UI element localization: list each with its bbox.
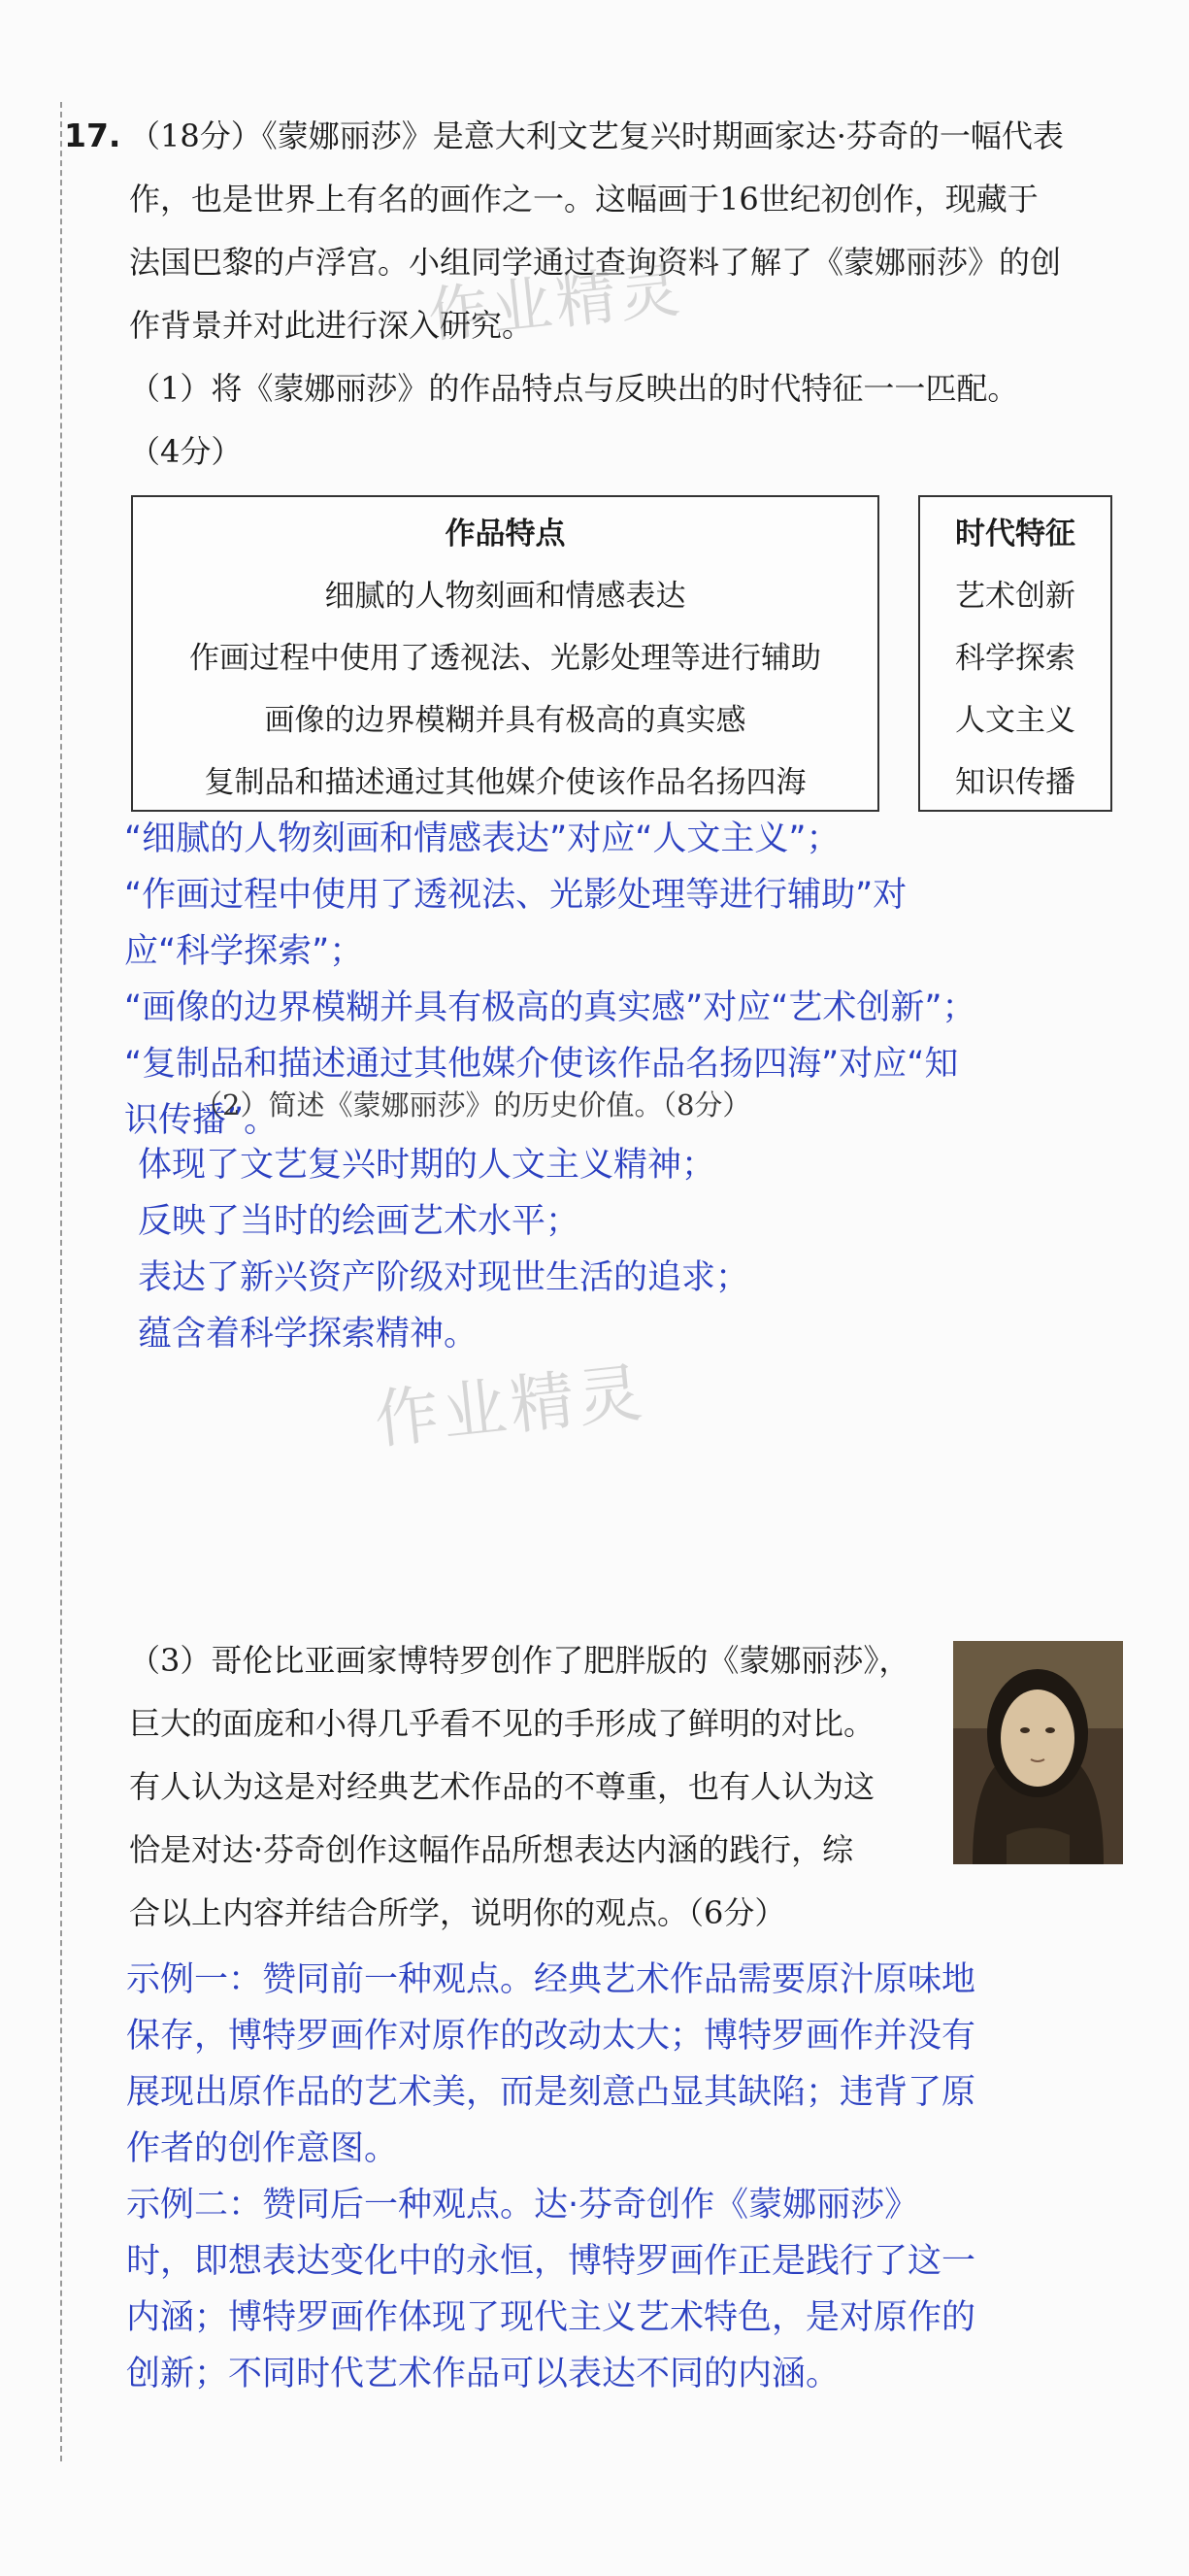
question-number: 17. <box>64 117 121 154</box>
answer-line: 时，即想表达变化中的永恒，博特罗画作正是践行了这一 <box>126 2242 976 2281</box>
answer-line: 保存，博特罗画作对原作的改动太大；博特罗画作并没有 <box>126 2017 976 2056</box>
era-item: 人文主义 <box>955 703 1075 738</box>
answer-line: 应“科学探索”； <box>124 932 364 971</box>
part3-line: 有人认为这是对经典艺术作品的不尊重，也有人认为这 <box>129 1768 875 1805</box>
watermark: 作业精灵 <box>424 253 687 351</box>
intro-line: 法国巴黎的卢浮宫。小组同学通过查询资料了解了《蒙娜丽莎》的创 <box>129 244 1062 281</box>
era-item: 知识传播 <box>955 765 1075 800</box>
answer-line: 作者的创作意图。 <box>126 2129 399 2168</box>
part3-line: 巨大的面庞和小得几乎看不见的手形成了鲜明的对比。 <box>129 1705 875 1742</box>
botero-mona-lisa-image <box>953 1641 1123 1864</box>
answer-line: 展现出原作品的艺术美，而是刻意凸显其缺陷；违背了原 <box>126 2073 976 2112</box>
feature-item: 画像的边界模糊并具有极高的真实感 <box>264 703 746 738</box>
answer-line: 反映了当时的绘画艺术水平； <box>138 1202 580 1241</box>
answer-line: “细腻的人物刻画和情感表达”对应“人文主义”； <box>124 820 841 858</box>
era-header: 时代特征 <box>955 517 1075 552</box>
intro-line: 作，也是世界上有名的画作之一。这幅画于16世纪初创作，现藏于 <box>129 181 1039 217</box>
era-table <box>918 495 1112 812</box>
watermark: 作业精灵 <box>371 1355 649 1458</box>
answer-line: 示例一：赞同前一种观点。经典艺术作品需要原汁原味地 <box>126 1960 976 1999</box>
intro-line: 作背景并对此进行深入研究。 <box>129 307 534 344</box>
answer-line: 识传播”。 <box>124 1101 279 1140</box>
answer-line: “画像的边界模糊并具有极高的真实感”对应“艺术创新”； <box>124 988 976 1027</box>
era-item: 科学探索 <box>955 641 1075 676</box>
part3-line: 恰是对达·芬奇创作这幅作品所想表达内涵的践行，综 <box>129 1831 854 1868</box>
answer-line: “复制品和描述通过其他媒介使该作品名扬四海”对应“知 <box>124 1045 959 1084</box>
part1-points: （4分） <box>129 433 243 470</box>
answer-line: 表达了新兴资产阶级对现世生活的追求； <box>138 1258 750 1297</box>
answer-line: 蕴含着科学探索精神。 <box>138 1315 479 1354</box>
feature-item: 细腻的人物刻画和情感表达 <box>324 579 686 614</box>
era-item: 艺术创新 <box>955 579 1075 614</box>
margin-dashed-line <box>60 102 62 2461</box>
feature-item: 作画过程中使用了透视法、光影处理等进行辅助 <box>189 641 821 676</box>
answer-line: 体现了文艺复兴时期的人文主义精神； <box>138 1146 716 1185</box>
answer-line: 示例二：赞同后一种观点。达·芬奇创作《蒙娜丽莎》 <box>126 2186 919 2225</box>
answer-line: 创新；不同时代艺术作品可以表达不同的内涵。 <box>126 2355 841 2393</box>
part3-line: 合以上内容并结合所学，说明你的观点。（6分） <box>129 1894 786 1931</box>
part3-line: （3）哥伦比亚画家博特罗创作了肥胖版的《蒙娜丽莎》， <box>129 1642 910 1679</box>
answer-line: 内涵；博特罗画作体现了现代主义艺术特色，是对原作的 <box>126 2298 976 2337</box>
answer-line: “作画过程中使用了透视法、光影处理等进行辅助”对 <box>124 876 908 915</box>
feature-item: 复制品和描述通过其他媒介使该作品名扬四海 <box>204 765 807 800</box>
features-table <box>131 495 879 812</box>
intro-line: （18分）《蒙娜丽莎》是意大利文艺复兴时期画家达·芬奇的一幅代表 <box>129 117 1064 154</box>
part1-prompt: （1）将《蒙娜丽莎》的作品特点与反映出的时代特征一一匹配。 <box>129 370 1019 407</box>
part2-prompt: （2）简述《蒙娜丽莎》的历史价值。（8分） <box>194 1088 751 1121</box>
features-header: 作品特点 <box>445 517 566 552</box>
